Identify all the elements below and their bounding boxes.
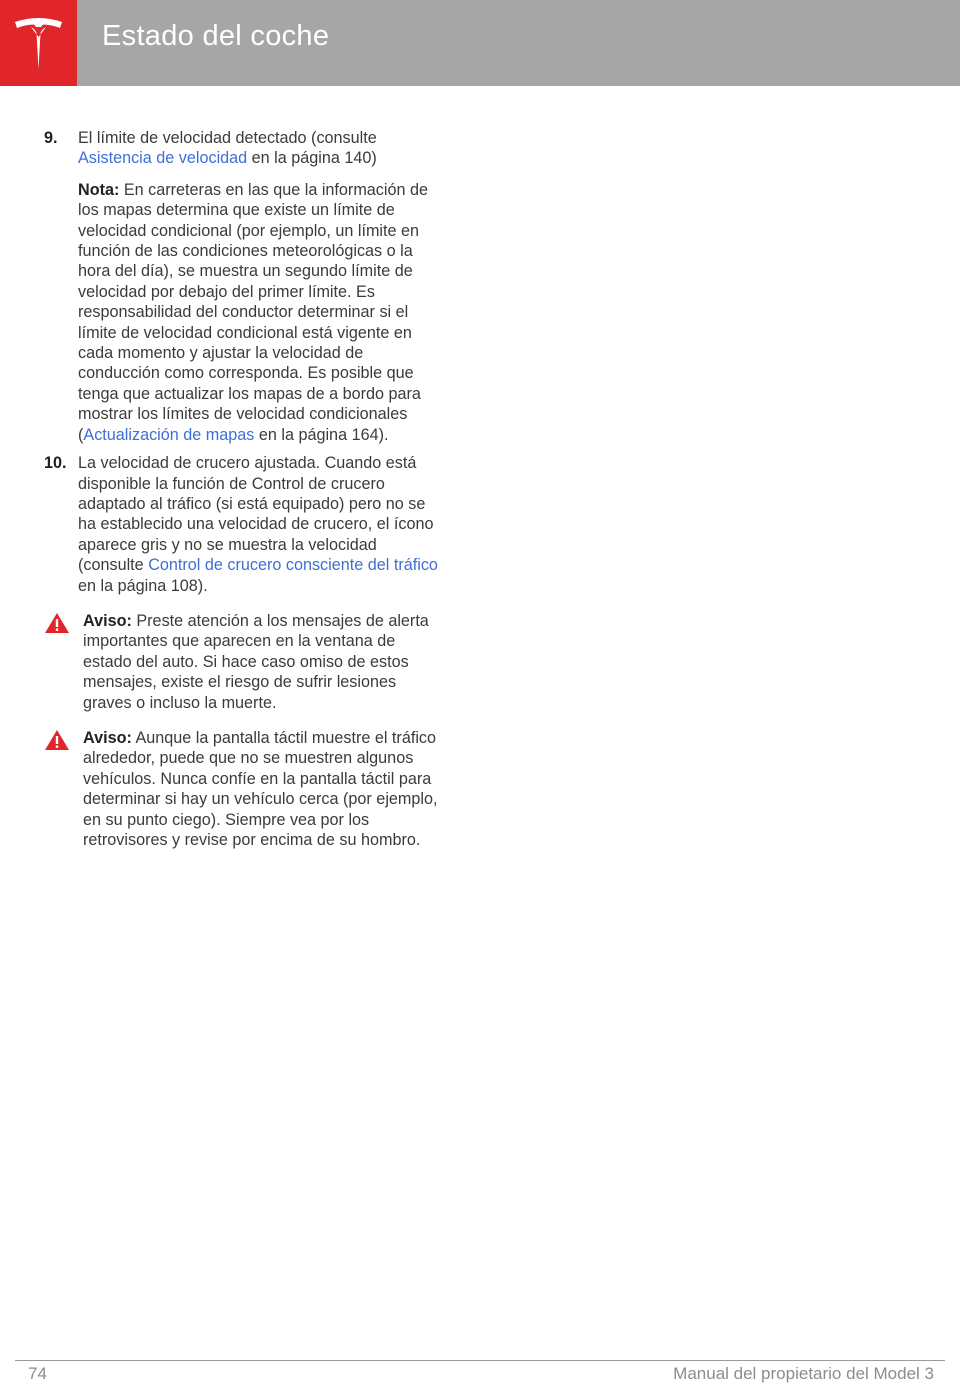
item-text: El límite de velocidad detectado (consulte Asistencia de velocidad en la página 140): [78, 129, 377, 168]
warning-label: Aviso:: [83, 611, 132, 630]
warning-label: Aviso:: [83, 728, 132, 747]
list-item-10: [44, 453, 439, 596]
page-content: [44, 128, 439, 864]
warning-text: Aviso: Preste atención a los mensajes de alerta importantes que aparecen en la ventana de estado del auto. Si hace caso omiso de estos mensajes, existe el riesgo de sufrir lesiones graves o incluso la muerte.: [83, 611, 429, 712]
link-asistencia-velocidad[interactable]: Asistencia de velocidad: [78, 149, 248, 168]
page-title: Estado del coche: [102, 20, 330, 52]
list-item-9: [44, 128, 439, 445]
link-control-crucero[interactable]: Control de crucero consciente del tráfico: [148, 556, 438, 575]
warning-text: Aviso: Aunque la pantalla táctil muestre el tráfico alrededor, puede que no se muestren algunos vehículos. Nunca confíe en la pantalla táctil para determinar si hay un vehículo cerca (por ejemplo, en su punto ciego). Siempre vea por los retrovisores y revise por encima de su hombro.: [83, 728, 438, 849]
warning-triangle-icon: [44, 612, 70, 634]
item-number: 9.: [44, 129, 58, 147]
page-header: [0, 0, 960, 86]
footer-title: Manual del propietario del Model 3: [673, 1364, 934, 1383]
warning-triangle-icon: [44, 729, 70, 751]
note-paragraph: Nota: En carreteras en las que la información de los mapas determina que existe un límite de velocidad condicional (por ejemplo, un límite en función de las condiciones meteorológicas o la hora del día), se muestra un segundo límite de velocidad por debajo del primer límite. Es responsabilidad del conductor determinar si el límite de velocidad condicional está vigente en cada momento y ajustar la velocidad de conducción como corresponda. Es posible que tenga que actualizar los mapas de a bordo para mostrar los límites de velocidad condicionales (Actualización de mapas en la página 164).: [78, 180, 429, 444]
logo-box: [0, 0, 77, 86]
page-number: 74: [28, 1364, 47, 1383]
warning-block: [44, 611, 439, 713]
link-actualizacion-mapas[interactable]: Actualización de mapas: [83, 425, 255, 444]
warning-block: [44, 728, 439, 850]
item-text: La velocidad de crucero ajustada. Cuando está disponible la función de Control de crucero adaptado al tráfico (si está equipado) pero no se ha establecido una velocidad de crucero, el ícono aparece gris y no se muestra la velocidad (consulte Control de crucero consciente del tráfico en la página 108).: [78, 454, 438, 595]
footer-divider: [15, 1360, 945, 1361]
tesla-logo-icon: [13, 15, 64, 71]
item-number: 10.: [44, 454, 67, 473]
note-label: Nota:: [78, 180, 120, 199]
